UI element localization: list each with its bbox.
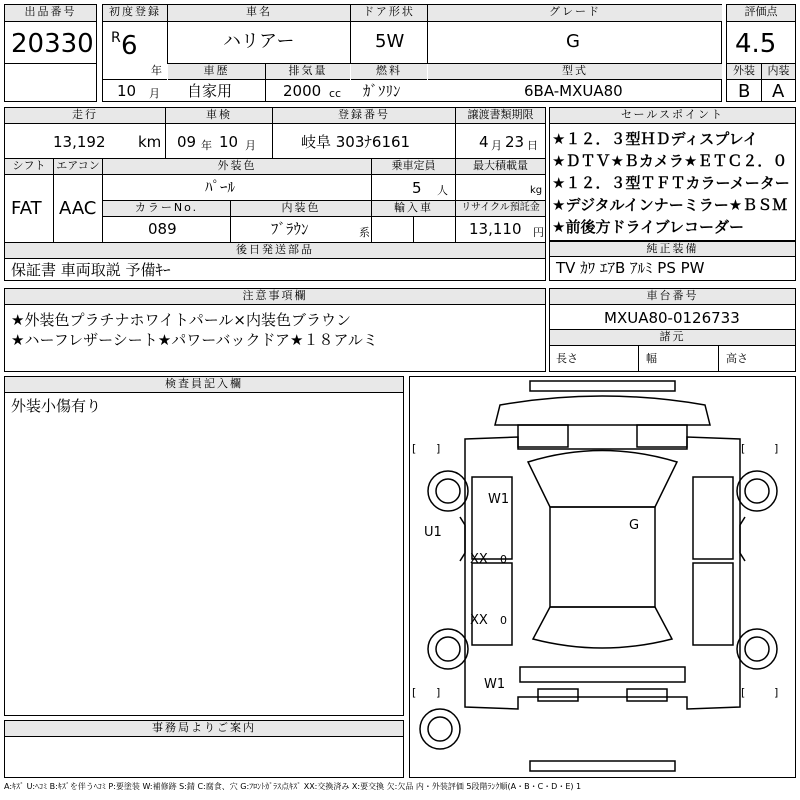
- sales-point-1: ★１２．３型ＨＤディスプレイ: [552, 130, 758, 148]
- fuel-label: 燃料: [351, 64, 427, 80]
- history-label: 車歴: [168, 64, 265, 80]
- insp-year: 09: [177, 133, 197, 151]
- width-label: 幅: [646, 352, 657, 365]
- zero-mark-2: 0: [500, 614, 507, 627]
- damage-mark-u1: U1: [424, 525, 442, 540]
- transfer-month: 4: [479, 133, 489, 151]
- lot-number-label: 出品番号: [5, 5, 96, 22]
- color-no: 089: [148, 220, 177, 238]
- note-line-2: ★ハーフレザーシート★パワーバックドア★１８アルミ: [11, 331, 378, 349]
- bracket-lt-close: ]: [436, 442, 441, 455]
- sales-point-2: ★ＤＴＶ★Ｂカメラ★ＥＴＣ２．０: [552, 152, 788, 170]
- era: R: [111, 30, 121, 46]
- color-no-label: カラーNo.: [103, 201, 230, 217]
- lot-number: 20330: [11, 29, 94, 59]
- recycle-unit: 円: [533, 226, 544, 239]
- notes-box: [4, 288, 546, 372]
- car-name: ハリアー: [223, 31, 295, 52]
- mileage-unit: km: [138, 133, 162, 151]
- later-parts-label: 後日発送部品: [5, 243, 545, 259]
- length-label: 長さ: [556, 352, 578, 365]
- legend-footer: A:ｷｽﾞ U:ﾍｺﾐ B:ｷｽﾞを伴うﾍｺﾐ P:要塗装 W:補修跡 S:錆 C:腐食、穴 G:ﾌﾛﾝﾄｶﾞﾗｽ点ｷｽﾞ XX:交換済み X:要交換 欠:欠品 内・外装評価 5段階ﾗﾝｸ順(A・B・C・D・E) 1: [4, 782, 582, 791]
- header-grid: [102, 4, 722, 102]
- chassis-box: [549, 288, 796, 372]
- bracket-rb-close: ]: [774, 686, 779, 699]
- reg-month: 10: [117, 82, 137, 100]
- vehicle-details: [4, 107, 546, 281]
- inspection-label: 車検: [166, 108, 272, 124]
- score-box: [726, 4, 796, 102]
- genuine-equipment-box: [549, 241, 796, 281]
- capacity-label: 乗車定員: [372, 159, 455, 175]
- bracket-rb-open: [: [741, 686, 746, 699]
- chassis-number: MXUA80-0126733: [604, 309, 740, 327]
- bracket-rt-close: ]: [774, 442, 779, 455]
- sales-points-box: [549, 107, 796, 241]
- car-name-label: 車名: [168, 5, 350, 22]
- import-label: 輸入車: [372, 201, 455, 217]
- recycle-fee: 13,110: [469, 220, 522, 238]
- office-label: 事務局よりご案内: [5, 721, 403, 737]
- bracket-rt-open: [: [741, 442, 746, 455]
- inspector-comment: 外装小傷有り: [11, 397, 102, 415]
- ext-grade: B: [738, 81, 751, 102]
- score: 4.5: [735, 29, 777, 59]
- damage-mark-w1-front: W1: [488, 492, 510, 507]
- transfer-day-unit: 日: [527, 139, 538, 152]
- car-history: 自家用: [187, 82, 233, 100]
- capacity: 5: [412, 179, 422, 197]
- reg-year: 6: [121, 31, 138, 61]
- displacement-unit: cc: [329, 87, 342, 100]
- chassis-label: 車台番号: [550, 289, 795, 305]
- load-label: 最大積載量: [456, 159, 545, 175]
- fuel: ｶﾞｿﾘﾝ: [363, 82, 401, 100]
- capacity-unit: 人: [437, 184, 448, 197]
- note-line-1: ★外装色プラチナホワイトパール×内装色ブラウン: [11, 311, 351, 329]
- mileage-label: 走行: [5, 108, 165, 124]
- lot-number-box: [4, 4, 97, 102]
- bracket-lt-open: [: [412, 442, 417, 455]
- shift: FAT: [11, 198, 42, 219]
- displacement: 2000: [283, 82, 322, 100]
- mileage: 13,192: [53, 133, 106, 151]
- car-outline-graphic: [410, 377, 795, 777]
- sales-point-3: ★１２．３型ＴＦＴカラーメーター: [552, 174, 790, 192]
- ac-label: エアコン: [54, 159, 102, 175]
- damage-mark-g: G: [629, 518, 640, 533]
- model-code: 6BA-MXUA80: [524, 82, 623, 100]
- dims-label: 諸元: [550, 330, 795, 346]
- recycle-label: リサイクル預託金: [456, 201, 545, 217]
- year-unit: 年: [151, 64, 162, 77]
- load-unit: kg: [530, 185, 543, 196]
- shift-label: シフト: [5, 159, 53, 175]
- insp-year-unit: 年: [201, 139, 212, 152]
- inspector-label: 検査員記入欄: [5, 377, 403, 393]
- sales-point-5: ★前後方ドライブレコーダー: [552, 218, 744, 236]
- score-label: 評価点: [727, 5, 795, 22]
- int-color-label: 内装色: [231, 201, 371, 217]
- int-color: ﾌﾞﾗｳﾝ: [271, 220, 309, 238]
- bracket-lb-close: ]: [436, 686, 441, 699]
- ac: AAC: [59, 198, 97, 219]
- insp-month: 10: [219, 133, 239, 151]
- ext-grade-label: 外装: [727, 64, 761, 80]
- ext-color: ﾊﾟｰﾙ: [205, 178, 236, 196]
- model-label: 型式: [428, 64, 722, 80]
- damage-mark-xx-2: XX: [470, 613, 488, 628]
- office-box: [4, 720, 404, 778]
- grade: G: [566, 31, 580, 52]
- int-grade: A: [772, 81, 785, 102]
- grade-label: グレード: [428, 5, 722, 22]
- first-reg-label: 初度登録: [103, 5, 167, 22]
- transfer-day: 23: [505, 133, 525, 151]
- damage-mark-xx-1: XX: [470, 552, 488, 567]
- month-unit: 月: [149, 87, 160, 100]
- int-color-suffix: 系: [359, 226, 370, 239]
- sales-points-label: セールスポイント: [550, 108, 795, 124]
- ext-color-label: 外装色: [103, 159, 371, 175]
- transfer-month-unit: 月: [491, 139, 502, 152]
- bracket-lb-open: [: [412, 686, 417, 699]
- reg-no-label: 登録番号: [273, 108, 455, 124]
- height-label: 高さ: [726, 352, 748, 365]
- door-label: ドア形状: [351, 5, 427, 22]
- genuine-label: 純正装備: [550, 241, 795, 257]
- later-parts: 保証書 車両取説 予備ｷｰ: [11, 261, 171, 279]
- displacement-label: 排気量: [266, 64, 350, 80]
- int-grade-label: 内装: [762, 64, 795, 80]
- notes-label: 注意事項欄: [5, 289, 545, 305]
- door-type: 5W: [375, 31, 405, 52]
- transfer-label: 譲渡書類期限: [456, 108, 545, 124]
- genuine-equipment: TV ｶﾜ ｴｱB ｱﾙﾐ PS PW: [556, 259, 705, 277]
- inspector-box: [4, 376, 404, 716]
- damage-mark-w1-rear: W1: [484, 677, 506, 692]
- insp-month-unit: 月: [245, 139, 256, 152]
- car-diagram: [409, 376, 796, 778]
- sales-point-4: ★デジタルインナーミラー★ＢＳＭ: [552, 196, 788, 214]
- reg-number: 岐阜 303ﾅ6161: [301, 133, 411, 151]
- zero-mark-1: 0: [500, 553, 507, 566]
